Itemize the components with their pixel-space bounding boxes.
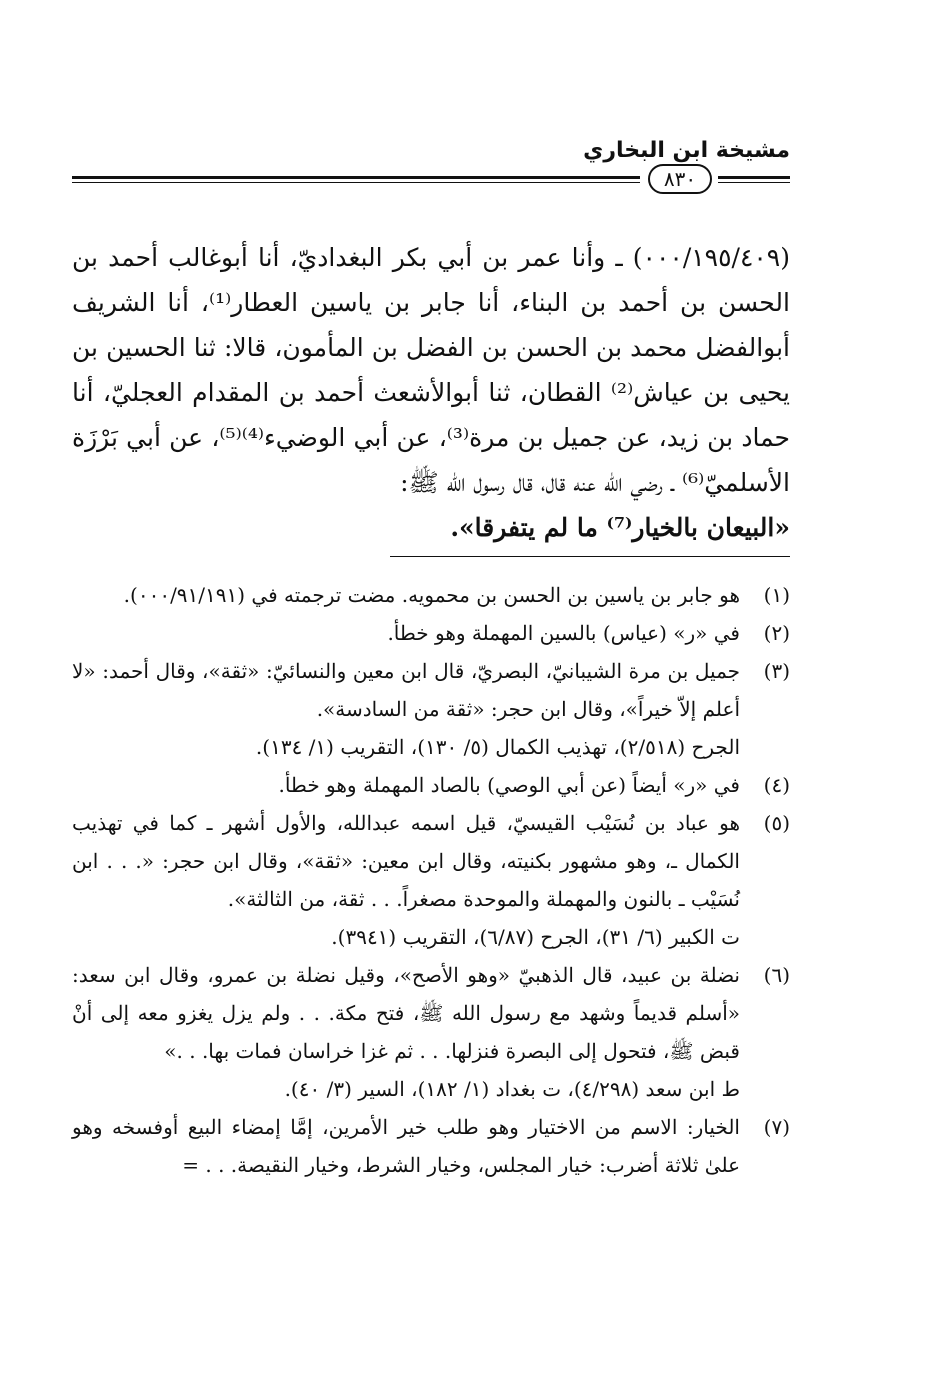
footnotes <box>72 576 790 1184</box>
footnote-divider <box>390 556 790 557</box>
footnote-text: الخيار: الاسم من الاختيار وهو طلب خير الأمرين، إمَّا إمضاء البيع أوفسخه وهو علىٰ ثلاثة أضرب: خيار المجلس، وخيار الشرط، وخيار النقيصة. . . = <box>72 1115 740 1177</box>
footnote-item <box>72 652 790 766</box>
footnote-body <box>72 576 740 614</box>
footnote-item <box>72 1108 790 1184</box>
footnote-number: (٥) <box>763 811 790 835</box>
footnote-text: جميل بن مرة الشيبانيّ، البصريّ، قال ابن معين والنسائيّ: «ثقة»، وقال أحمد: «لا أعلم إلاّ خيراً»، وقال ابن حجر: «ثقة من السادسة». <box>72 659 740 721</box>
book-title: مشيخة ابن البخاري <box>583 138 790 163</box>
footnote-text: نضلة بن عبيد، قال الذهبيّ «وهو الأصح»، وقيل نضلة بن عمرو، وقال ابن سعد: «أسلم قديماً وشهد مع رسول الله ﷺ، فتح مكة. . . ولم يزل يغزو معه إلى أنْ قبض ﷺ، فتحول إلى البصرة فنزلها. . . ثم غزا خراسان فمات بها. . .» <box>72 963 740 1063</box>
footnote-item <box>72 766 790 804</box>
footnote-number: (١) <box>763 583 790 607</box>
footnote-text: هو جابر بن ياسين بن الحسن بن محمويه. مضت ترجمته في (٠٠٠/٩١/١٩١). <box>123 583 740 607</box>
footnote-body <box>72 804 740 956</box>
footnote-body <box>72 956 740 1108</box>
footnote-text: الجرح (٢/٥١٨)، تهذيب الكمال (٥/ ١٣٠)، التقريب (١/ ١٣٤). <box>255 735 740 759</box>
footnote-number: (٦) <box>763 963 790 987</box>
footnote-body <box>72 652 740 766</box>
hadith-isnad-paragraph: (٠٠٠/١٩٥/٤٠٩) ـ وأنا عمر بن أبي بكر البغداديّ، أنا أبوغالب أحمد بن الحسن بن أحمد بن البناء، أنا جابر بن ياسين العطار⁽¹⁾، أنا الشريف أبوالفضل محمد بن الحسن بن الفضل بن المأمون، قالا: ثنا الحسين بن يحيى بن عياش⁽²⁾ القطان، ثنا أبوالأشعث أحمد بن المقدام العجليّ، أنا حماد بن زيد، عن جميل بن مرة⁽³⁾، عن أبي الوضيء⁽⁴⁾⁽⁵⁾، عن أبي بَرْزَة الأسلميّ⁽⁶⁾ ـ رضي الله عنه قال، قال رسول الله ﷺ: <box>72 243 790 497</box>
header-rule-right <box>718 176 790 183</box>
footnote-item <box>72 804 790 956</box>
footnote-body <box>72 766 740 804</box>
header-rule-left <box>72 176 640 183</box>
footnote-item <box>72 956 790 1108</box>
main-text <box>72 235 790 550</box>
footnote-text: في «ر» (عياس) بالسين المهملة وهو خطأ. <box>387 621 740 645</box>
footnote-body <box>72 1108 740 1184</box>
footnote-number: (٣) <box>763 659 790 683</box>
page-header <box>72 136 790 196</box>
footnote-number: (٢) <box>763 621 790 645</box>
footnote-item <box>72 614 790 652</box>
page-number: ٨٣٠ <box>648 164 712 194</box>
footnote-body <box>72 614 740 652</box>
footnote-item <box>72 576 790 614</box>
footnote-text: ط ابن سعد (٤/٢٩٨)، ت بغداد (١/ ١٨٢)، السير (٣/ ٤٠). <box>284 1077 740 1101</box>
footnote-text: ت الكبير (٦/ ٣١)، الجرح (٦/٨٧)، التقريب (٣٩٤١). <box>331 925 740 949</box>
footnote-number: (٤) <box>763 773 790 797</box>
footnote-text: هو عباد بن نُسَيْب القيسيّ، قيل اسمه عبدالله، والأول أشهر ـ كما في تهذيب الكمال ـ، وهو مشهور بكنيته، وقال ابن معين: «ثقة»، وقال ابن حجر: «. . . ابن نُسَيْب ـ بالنون والمهملة والموحدة مصغراً. . . ثقة، من الثالثة». <box>72 811 740 911</box>
footnote-text: في «ر» أيضاً (عن أبي الوصي) بالصاد المهملة وهو خطأ. <box>278 773 740 797</box>
hadith-matn: «البيعان بالخيار⁽⁷⁾ ما لم يتفرقا». <box>450 513 790 542</box>
footnote-number: (٧) <box>763 1115 790 1139</box>
